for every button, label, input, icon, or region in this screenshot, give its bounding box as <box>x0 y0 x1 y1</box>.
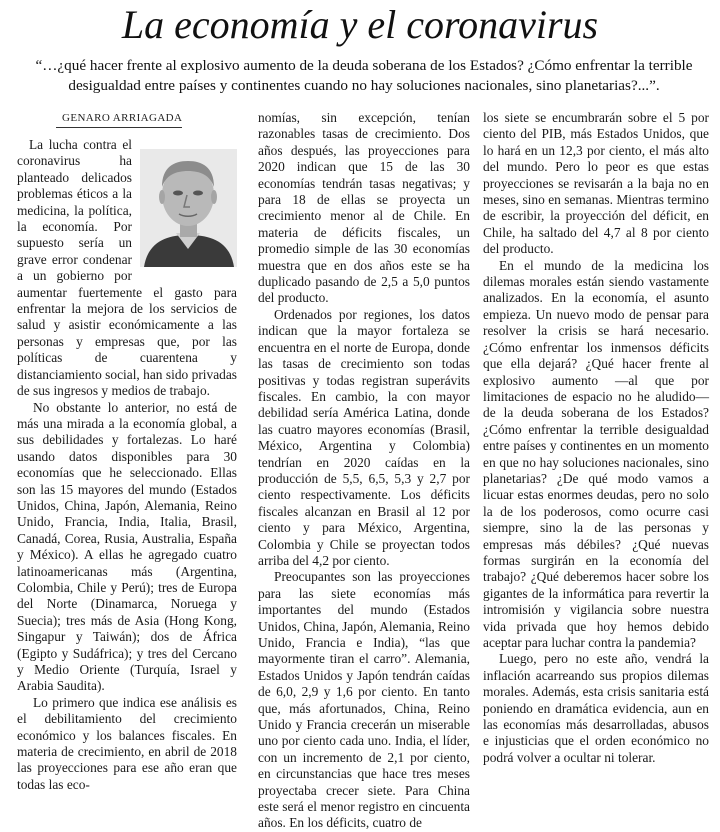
article-paragraph: No obstante lo anterior, no está de más una mirada a la economía global, a sus debilidades y fortalezas. Lo haré usando datos disponibles para 30 economías que he seleccionado. Ellas son las 15 mayores del mundo (Estados Unidos, China, Japón, Alemania, Reino Unido, Francia, India, Italia, Brasil, Canadá, Corea, Rusia, Australia, España y México). A ellas he agregado cuatro latinoamericanas más (Argentina, Colombia, Chile y Perú); tres de Europa del Norte (Dinamarca, Noruega y Suecia); tres más de Asia (Hong Kong, Singapur y Taiwán); dos de África (Egipto y Sudáfrica); y tres del Cercano y Medio Oriente (Turquía, Israel y Arabia Saudita). <box>17 399 237 694</box>
article-paragraph: los siete se encumbrarán sobre el 5 por ciento del PIB, más Estados Unidos, que lo hará en un 12,3 por ciento, el más alto del mundo. Pero lo peor es que estas proyecciones se revisarán a la baja no en meses, sino en semanas. Mientras termino de escribir, la proyección del déficit, en Chile, ha saltado del 4,7 al 8 por ciento del producto. <box>483 110 709 257</box>
article-paragraph: nomías, sin excepción, tenían razonables tasas de crecimiento. Dos años después, las proyecciones para 2020 indican que 15 de las 30 economías tendrán tasas negativas; y para 18 de ellas se proyecta un crecimiento menor al de Chile. En materia de déficits fiscales, un promedio simple de las 30 economías muestra que en dos años este se ha duplicado pasando de 2,5 a 5,0 puntos del producto. <box>258 110 470 306</box>
article-paragraph: Lo primero que indica ese análisis es el debilitamiento del crecimiento económico y los balances fiscales. En materia de crecimiento, en abril de 2018 las proyecciones para ese año eran que todas las eco- <box>17 694 237 792</box>
portrait-photo-icon <box>140 149 237 267</box>
article-paragraph: Preocupantes son las proyecciones para las siete economías más importantes del mundo (Estados Unidos, China, Japón, Alemania, Reino Unido, Francia e India), “las que mayormente tiran el carro”. Alemania, Estados Unidos y Japón tendrán caídas de 6,0, 2,9 y 1,6 por ciento. En tanto que, más afortunados, China, Reino Unido y Francia crecerán un miserable uno por ciento cada uno. India, el líder, con un incremento de 2,1 por ciento, en circunstancias que hace tres meses proyectaba crecer siete. Para China este será el menor registro en cincuenta años. En los déficits, cuatro de <box>258 569 470 831</box>
article-column-2 <box>258 110 470 832</box>
article-paragraph: La lucha contra el coronavirus ha planteado delicados problemas éticos a la medicina, la política, la economía. Por supuesto sería un grave error condenar a un gobierno por aumentar fuertemente el gasto para enfrentar la mejora de los servicios de salud y asistir económicamente a las personas y empresas que, por las políticas de cuarentena y distanciamiento social, han sido privadas de sus ingresos y medios de trabajo. <box>17 137 237 399</box>
pull-quote: “…¿qué hacer frente al explosivo aumento de la deuda soberana de los Estados? ¿Cómo enfrentar la terrible desigualdad entre países y continentes cuando no hay soluciones nacionales, sino planetarias?...”. <box>35 57 693 94</box>
article-paragraph: Luego, pero no este año, vendrá la inflación acarreando sus propios dilemas morales. Además, esta crisis sanitaria está poniendo en dramática evidencia, aun en las economías más desarrolladas, abusos e injusticias que el orden económico no podrá volver a ocultar ni tolerar. <box>483 651 709 765</box>
article-column-1 <box>17 137 237 793</box>
article-column-3 <box>483 110 709 766</box>
article-paragraph: Ordenados por regiones, los datos indican que la mayor fortaleza se encuentra en el norte de Europa, donde las tasas de crecimiento son todas positivas y todas registran superávits fiscales. En cambio, la con mayor debilidad sería América Latina, donde las cuatro mayores economías (Brasil, México, Argentina y Colombia) tendrían en 2020 caídas en la producción de 5,5, 6,5, 5,3 y 2,7 por ciento respectivamente. Los déficits fiscales alcanzan en Brasil al 12 por ciento y para México, Argentina, Colombia y Chile se proyectan todos arriba del 4,2 por ciento. <box>258 306 470 568</box>
article-paragraph: En el mundo de la medicina los dilemas morales están siendo vastamente analizados. En la economía, el asunto empieza. Un nuevo modo de pensar para resolver la crisis se hará necesario. ¿Cómo enfrentar los inmensos déficits que ella dejará? ¿Qué hacer frente al explosivo aumento —al que por limitaciones de espacio no he aludido— de la deuda soberana de los Estados? ¿Cómo enfrentar la terrible desigualdad entre países y continentes en un momento en que no hay soluciones nacionales, sino planetarias? ¿De qué modo vamos a licuar estas enormes deudas, pero no solo la de los poderosos, como ocurre casi siempre, sino la de las personas y empresas más débiles? ¿Qué nuevas formas surgirán en la economía del trabajo? ¿Qué deberemos hacer sobre los gigantes de la informática para revertir la intromisión y vigilancia sobre nuestra vida privada que hoy hemos debido aceptar para luchar contra la pandemia? <box>483 257 709 650</box>
author-byline: GENARO ARRIAGADA <box>62 112 183 124</box>
byline-divider <box>56 127 182 128</box>
author-photo <box>140 149 237 267</box>
headline: La economía y el coronavirus <box>121 2 599 47</box>
